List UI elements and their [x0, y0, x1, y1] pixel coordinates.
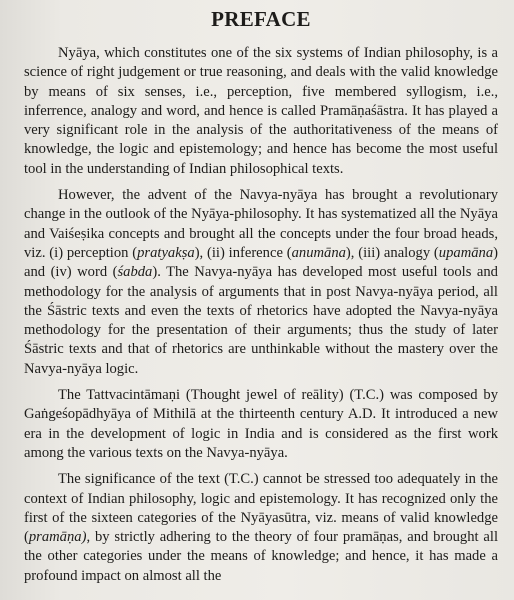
text-segment: , by strictly adhering to the theory of four pramāṇas, and brought all the other categories under the means of knowledge; and hence, it has made a profound impact on almost all the [24, 529, 498, 584]
italic-term: pratyakṣa [137, 244, 195, 261]
text-segment: The significance of the text (T.C.) cannot be stressed too adequately in the context of Indian philosophy, logic and epistemology. It has recognized only the first of the sixteen categories of the Nyāyasūtra, viz. means of valid knowledge ( [24, 471, 498, 546]
paragraph [24, 44, 498, 179]
paragraph [24, 186, 498, 379]
italic-term: upamāna [438, 244, 494, 261]
page-title: PREFACE [211, 7, 311, 31]
italic-term: śabda [117, 264, 153, 281]
text-segment: ), (ii) inference ( [194, 244, 292, 261]
text-segment: ), (iii) analogy ( [345, 244, 439, 261]
text-segment: ) and (iv) word ( [24, 244, 498, 281]
text-segment: ). The Navya-nyāya has developed most useful tools and methodology for the analysis of arguments that in post Navya-nyāya period, all the Śāstric texts and even the texts of rhetorics have adopted the Navya-nyāya methodology for the presentation of their arguments; thus the study of later Śāstric texts and that of rhetorics are unthinkable without the mastery over the Navya-nyāya logic. [24, 264, 498, 377]
paragraph [24, 470, 498, 586]
text-segment: However, the advent of the Navya-nyāya has brought a revolutionary change in the outlook of the Nyāya-philosophy. It has systematized all the Nyāya and Vaiśeṣika concepts and brought all the concepts under the four broad heads, viz. (i) perception ( [24, 187, 498, 261]
text-segment: Nyāya, which constitutes one of the six systems of Indian philosophy, is a science of right judgement or true reasoning, and deals with the valid knowledge by means of six senses, i.e., perception, five membered syllogism, i.e., inferrence, analogy and word, and hence is called Pramāṇaśāstra. It has played a very significant role in the analysis of the authoritativeness of the means of knowledge, the logic and epistemology; and hence has become the most useful tool in the understanding of Indian philosophical texts. [24, 45, 498, 177]
body-text [24, 44, 498, 586]
text-segment: The Tattvacintāmaṇi (Thought jewel of reālity) (T.C.) was composed by Gaṅgeśopādhyāya of Mithilā at the thirteenth century A.D. It introduced a new era in the development of logic in India and is considered as the first work among the various texts on the Navya-nyāya. [24, 387, 498, 461]
italic-term: pramāṇa) [28, 529, 87, 546]
paragraph [24, 386, 498, 463]
italic-term: anumāna [291, 244, 346, 261]
